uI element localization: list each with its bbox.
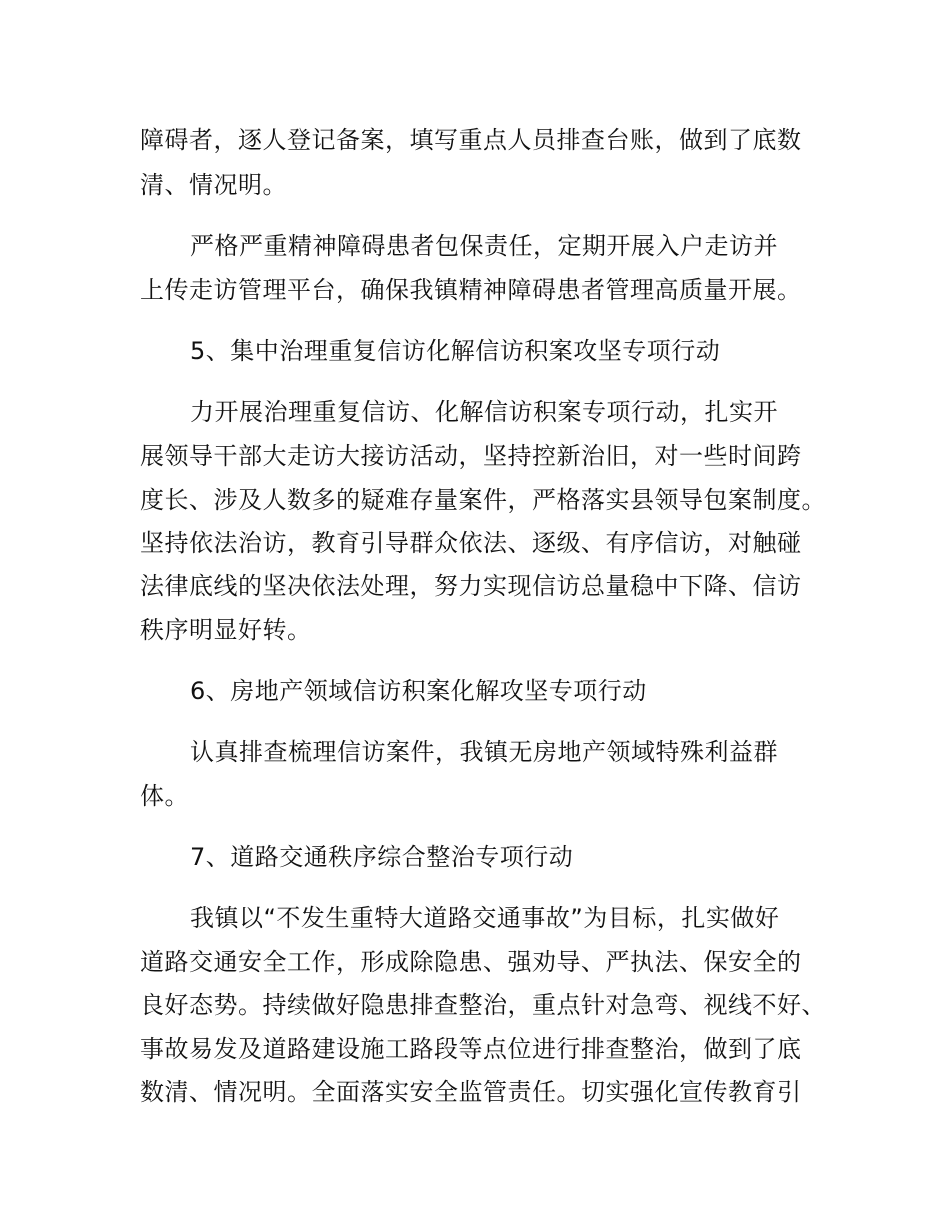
paragraph-line: 认真排查梳理信访案件，我镇无房地产领域特殊利益群 bbox=[190, 738, 778, 766]
section-heading: 5、集中治理重复信访化解信访积案攻坚专项行动 bbox=[190, 337, 721, 365]
paragraph-line: 坚持依法治访，教育引导群众依法、逐级、有序信访，对触碰 bbox=[140, 529, 802, 557]
paragraph-line: 展领导干部大走访大接访活动，坚持控新治旧，对一些时间跨 bbox=[140, 442, 802, 470]
paragraph-line: 事故易发及道路建设施工路段等点位进行排查整治，做到了底 bbox=[140, 1035, 802, 1063]
paragraph-line: 道路交通安全工作，形成除隐患、强劝导、严执法、保安全的 bbox=[140, 948, 802, 976]
paragraph-line: 上传走访管理平台，确保我镇精神障碍患者管理高质量开展。 bbox=[140, 276, 802, 304]
paragraph-line: 清、情况明。 bbox=[140, 171, 287, 199]
paragraph-line: 秩序明显好转。 bbox=[140, 616, 312, 644]
section-heading: 7、道路交通秩序综合整治专项行动 bbox=[190, 843, 574, 871]
paragraph-line: 数清、情况明。全面落实安全监管责任。切实强化宣传教育引 bbox=[140, 1078, 802, 1106]
paragraph-line: 障碍者，逐人登记备案，填写重点人员排查台账，做到了底数 bbox=[140, 126, 802, 154]
section-heading: 6、房地产领域信访积案化解攻坚专项行动 bbox=[190, 677, 647, 705]
paragraph-line: 度长、涉及人数多的疑难存量案件，严格落实县领导包案制度。 bbox=[140, 486, 826, 514]
paragraph-line: 我镇以“不发生重特大道路交通事故”为目标，扎实做好 bbox=[190, 904, 780, 932]
paragraph-line: 体。 bbox=[140, 782, 189, 810]
paragraph-line: 力开展治理重复信访、化解信访积案专项行动，扎实开 bbox=[190, 398, 778, 426]
paragraph-line: 法律底线的坚决依法处理，努力实现信访总量稳中下降、信访 bbox=[140, 572, 802, 600]
paragraph-line: 严格严重精神障碍患者包保责任，定期开展入户走访并 bbox=[190, 232, 778, 260]
paragraph-line: 良好态势。持续做好隐患排查整治，重点针对急弯、视线不好、 bbox=[140, 991, 826, 1019]
